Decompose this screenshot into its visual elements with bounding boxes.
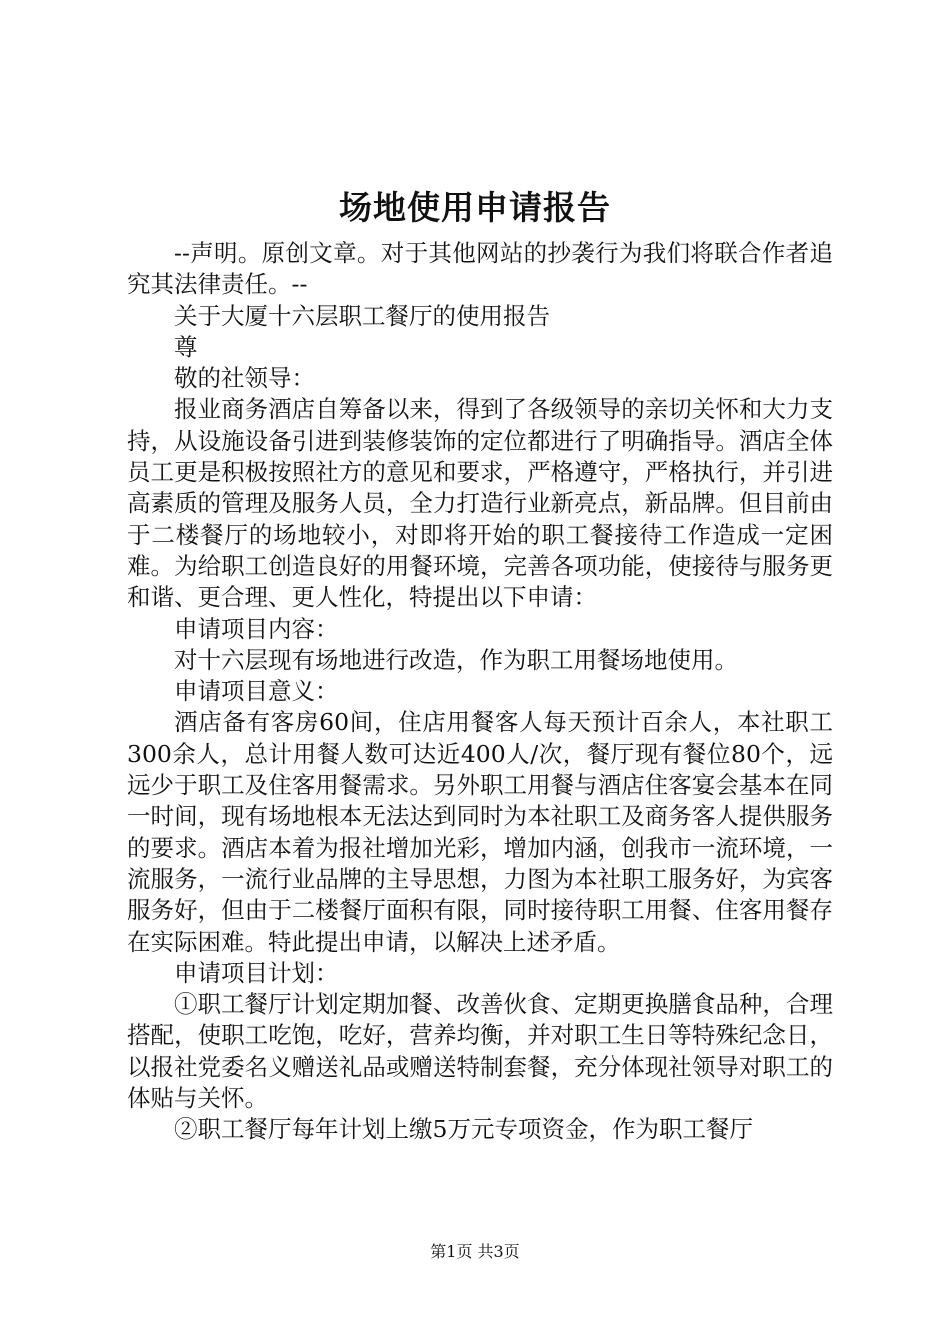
paragraph-project-significance: 酒店备有客房60间，住店用餐客人每天预计百余人，本社职工300余人，总计用餐人数可达近400人/次，餐厅现有餐位80个，远远少于职工及住客用餐需求。另外职工用餐与酒店住客宴会基本在同一时间，现有场地根本无法达到同时为本社职工及商务客人提供服务的要求。酒店本着为报社增加光彩，增加内涵，创我市一流环境，一流服务，一流行业品牌的主导思想，力图为本社职工服务好，为宾客服务好，但由于二楼餐厅面积有限，同时接待职工用餐、住客用餐存在实际困难。特此提出申请，以解决上述矛盾。 — [127, 708, 833, 956]
paragraph-subject: 关于大厦十六层职工餐厅的使用报告 — [174, 301, 550, 330]
paragraph-disclaimer: --声明。原创文章。对于其他网站的抄袭行为我们将联合作者追究其法律责任。-- — [127, 239, 833, 299]
document-title: 场地使用申请报告 — [339, 188, 611, 227]
paragraph-salutation-1: 尊 — [174, 332, 198, 361]
paragraph-salutation-2: 敬的社领导： — [174, 364, 315, 393]
paragraph-project-content: 对十六层现有场地进行改造，作为职工用餐场地使用。 — [174, 645, 738, 674]
paragraph-background: 报业商务酒店自筹备以来，得到了各级领导的亲切关怀和大力支持，从设施设备引进到装修装饰的定位都进行了明确指导。酒店全体员工更是积极按照社方的意见和要求，严格遵守，严格执行，并引进高素质的管理及服务人员，全力打造行业新亮点，新品牌。但目前由于二楼餐厅的场地较小，对即将开始的职工餐接待工作造成一定困难。为给职工创造良好的用餐环境，完善各项功能，使接待与服务更和谐、更合理、更人性化，特提出以下申请： — [127, 395, 833, 612]
heading-project-plan: 申请项目计划： — [174, 958, 339, 987]
heading-project-content: 申请项目内容： — [174, 614, 339, 643]
document-body — [127, 238, 833, 1146]
page-footer: 第1页 共3页 — [430, 1242, 520, 1261]
heading-project-significance: 申请项目意义： — [174, 677, 339, 706]
paragraph-plan-item-1: ①职工餐厅计划定期加餐、改善伙食、定期更换膳食品种，合理搭配，使职工吃饱，吃好，营养均衡，并对职工生日等特殊纪念日，以报社党委名义赠送礼品或赠送特制套餐，充分体现社领导对职工的体贴与关怀。 — [127, 990, 833, 1113]
paragraph-plan-item-2: ②职工餐厅每年计划上缴5万元专项资金，作为职工餐厅 — [174, 1115, 753, 1144]
